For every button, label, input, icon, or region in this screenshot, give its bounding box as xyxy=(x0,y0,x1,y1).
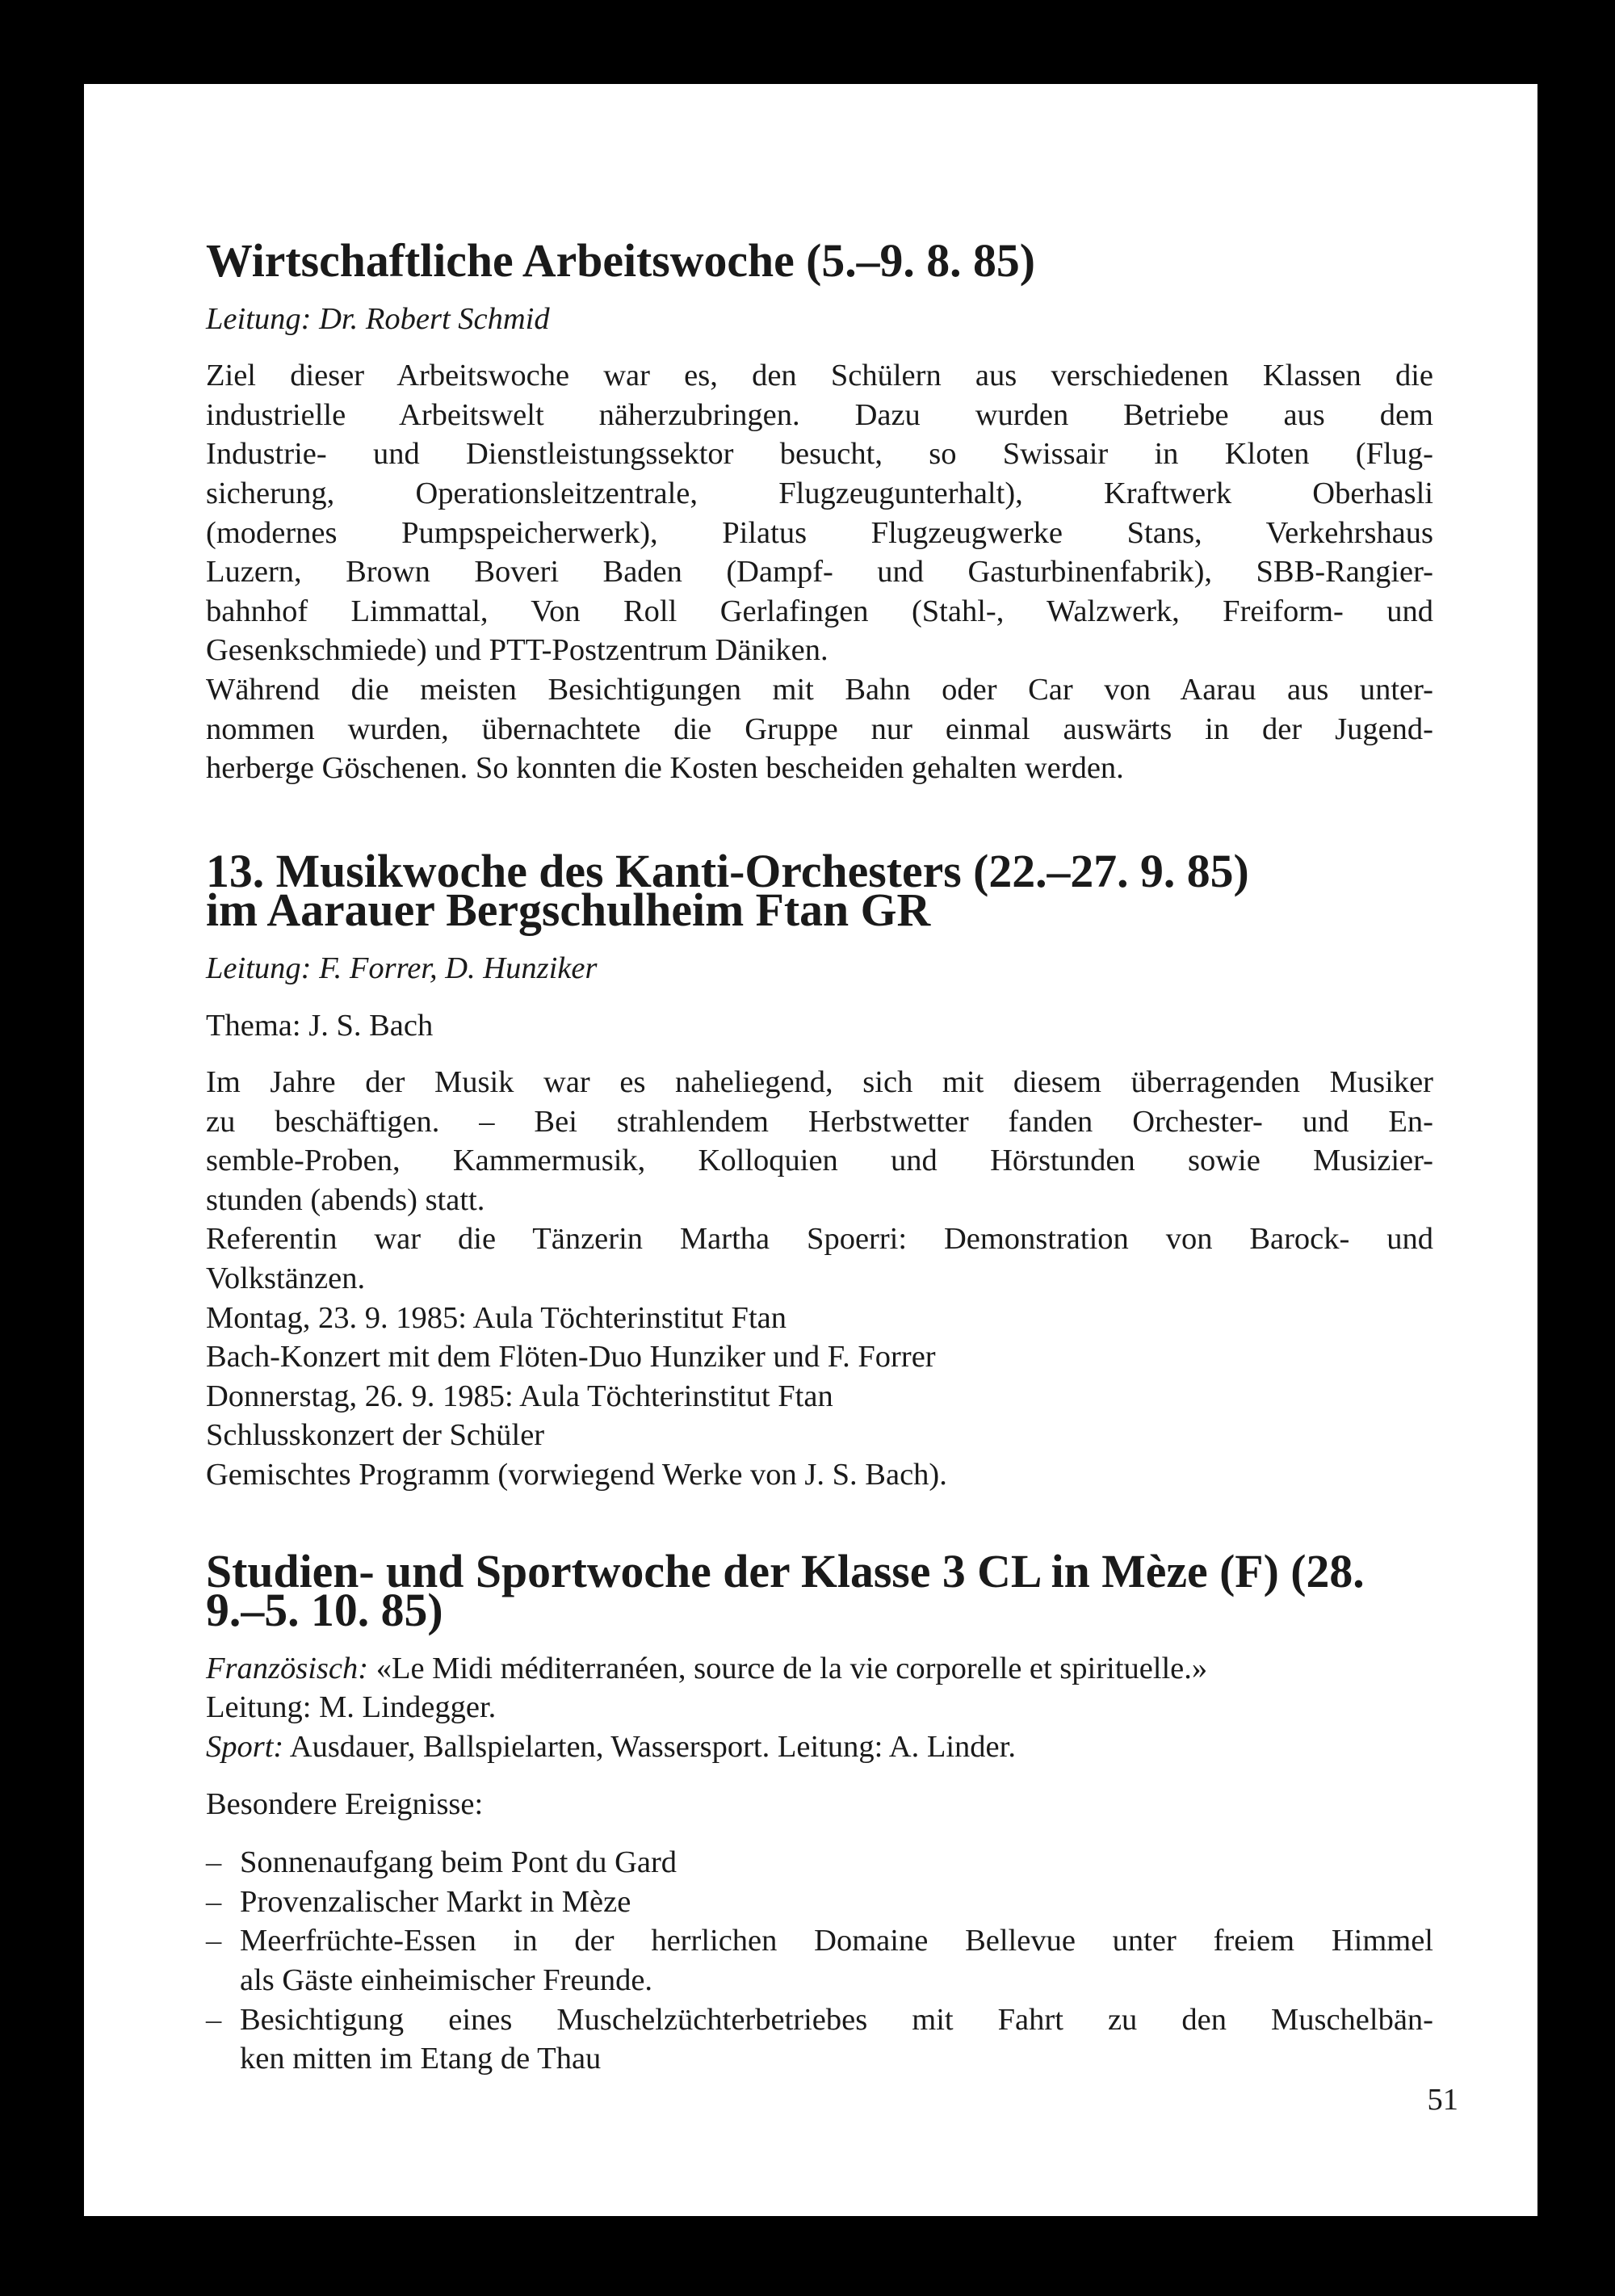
paragraph-line: industrielle Arbeitswelt näherzubringen. Dazu wurden Betriebe aus dem xyxy=(206,397,1433,432)
paragraph-line: Donnerstag, 26. 9. 1985: Aula Töchterinstitut Ftan xyxy=(206,1379,833,1413)
section-lead: Leitung: F. Forrer, D. Hunziker xyxy=(206,951,598,985)
sport-label: Sport: xyxy=(206,1730,284,1764)
heading-line: 13. Musikwoche des Kanti-Orchesters (22.–27. 9. 85) xyxy=(206,846,1249,897)
section-theme: Thema: J. S. Bach xyxy=(206,1008,434,1043)
french-label: Französisch: xyxy=(206,1651,369,1685)
paragraph-line: Volkstänzen. xyxy=(206,1261,366,1296)
document-page xyxy=(84,84,1537,2216)
paragraph-line: (modernes Pumpspeicherwerk), Pilatus Flugzeugwerke Stans, Verkehrshaus xyxy=(206,515,1433,550)
dash-marker: – xyxy=(206,1924,222,1958)
paragraph-line: sicherung, Operationsleitzentrale, Flugzeugunterhalt), Kraftwerk Oberhasli xyxy=(206,476,1433,510)
paragraph-line: Referentin war die Tänzerin Martha Spoerri: Demonstration von Barock- und xyxy=(206,1222,1433,1257)
paragraph-line: Montag, 23. 9. 1985: Aula Töchterinstitut Ftan xyxy=(206,1300,787,1335)
section-heading: Wirtschaftliche Arbeitswoche (5.–9. 8. 85) xyxy=(206,236,1036,287)
list-item xyxy=(206,1883,1433,1922)
heading-line: im Aarauer Bergschulheim Ftan GR xyxy=(206,885,931,937)
events-list xyxy=(206,1843,1433,2079)
events-heading: Besondere Ereignisse: xyxy=(206,1786,484,1821)
sport-line xyxy=(206,1727,1433,1767)
section-paragraph xyxy=(206,356,1433,788)
french-lead: Leitung: M. Lindegger. xyxy=(206,1690,497,1725)
section-musikwoche xyxy=(206,846,1433,1495)
paragraph-line: nommen wurden, übernachtete die Gruppe nur einmal auswärts in der Jugend- xyxy=(206,711,1433,746)
page-number: 51 xyxy=(1427,2083,1458,2117)
list-item xyxy=(206,1843,1433,1883)
list-item-line: ken mitten im Etang de Thau xyxy=(240,2042,602,2076)
section-heading: Studien- und Sportwoche der Klasse 3 CL in Mèze (F) (28. 9.–5. 10. 85) xyxy=(206,1546,1365,1637)
paragraph-line: herberge Göschenen. So konnten die Kosten bescheiden gehalten werden. xyxy=(206,751,1124,786)
dash-marker: – xyxy=(206,1884,222,1919)
paragraph-line: bahnhof Limmattal, Von Roll Gerlafingen (Stahl-, Walzwerk, Freiform- und xyxy=(206,594,1433,628)
dash-marker: – xyxy=(206,1845,222,1880)
paragraph-line: Luzern, Brown Boveri Baden (Dampf- und Gasturbinenfabrik), SBB-Rangier- xyxy=(206,555,1433,590)
paragraph-line: semble-Proben, Kammermusik, Kolloquien und Hörstunden sowie Musizier- xyxy=(206,1144,1433,1178)
dash-marker: – xyxy=(206,2002,222,2037)
paragraph-line: Schlusskonzert der Schüler xyxy=(206,1418,545,1453)
section-lead: Leitung: Dr. Robert Schmid xyxy=(206,301,550,336)
page-content xyxy=(206,236,1433,2079)
section-studien-und-sportwoche xyxy=(206,1546,1433,2079)
list-item-line: Provenzalischer Markt in Mèze xyxy=(240,1884,631,1919)
list-item-line: Besichtigung eines Muschelzüchterbetriebes mit Fahrt zu den Muschelbän- xyxy=(240,2002,1433,2037)
section-wirtschaftliche-arbeitswoche xyxy=(206,236,1433,788)
paragraph-line: Bach-Konzert mit dem Flöten-Duo Hunziker und F. Forrer xyxy=(206,1340,936,1375)
paragraph-line: Gemischtes Programm (vorwiegend Werke von J. S. Bach). xyxy=(206,1458,947,1492)
list-item-line: Sonnenaufgang beim Pont du Gard xyxy=(240,1845,677,1880)
list-item-line: Meerfrüchte-Essen in der herrlichen Domaine Bellevue unter freiem Himmel xyxy=(240,1924,1433,1958)
paragraph-line: Industrie- und Dienstleistungssektor besucht, so Swissair in Kloten (Flug- xyxy=(206,437,1433,472)
paragraph-line: Ziel dieser Arbeitswoche war es, den Schülern aus verschiedenen Klassen die xyxy=(206,359,1433,393)
list-item xyxy=(206,2000,1433,2079)
section-details xyxy=(206,1649,1433,1767)
paragraph-line: zu beschäftigen. – Bei strahlendem Herbstwetter fanden Orchester- und En- xyxy=(206,1104,1433,1139)
paragraph-line: Während die meisten Besichtigungen mit Bahn oder Car von Aarau aus unter- xyxy=(206,672,1433,707)
section-paragraph xyxy=(206,1063,1433,1495)
list-item-line: als Gäste einheimischer Freunde. xyxy=(240,1962,653,1997)
french-line xyxy=(206,1649,1433,1689)
french-text: «Le Midi méditerranéen, source de la vie corporelle et spirituelle.» xyxy=(375,1651,1208,1685)
paragraph-line: Gesenkschmiede) und PTT-Postzentrum Däniken. xyxy=(206,633,828,668)
list-item xyxy=(206,1921,1433,2000)
section-heading xyxy=(206,846,1433,937)
sport-text: Ausdauer, Ballspielarten, Wassersport. Leitung: A. Linder. xyxy=(289,1730,1016,1764)
paragraph-line: Im Jahre der Musik war es naheliegend, sich mit diesem überragenden Musiker xyxy=(206,1065,1433,1100)
paragraph-line: stunden (abends) statt. xyxy=(206,1182,485,1217)
